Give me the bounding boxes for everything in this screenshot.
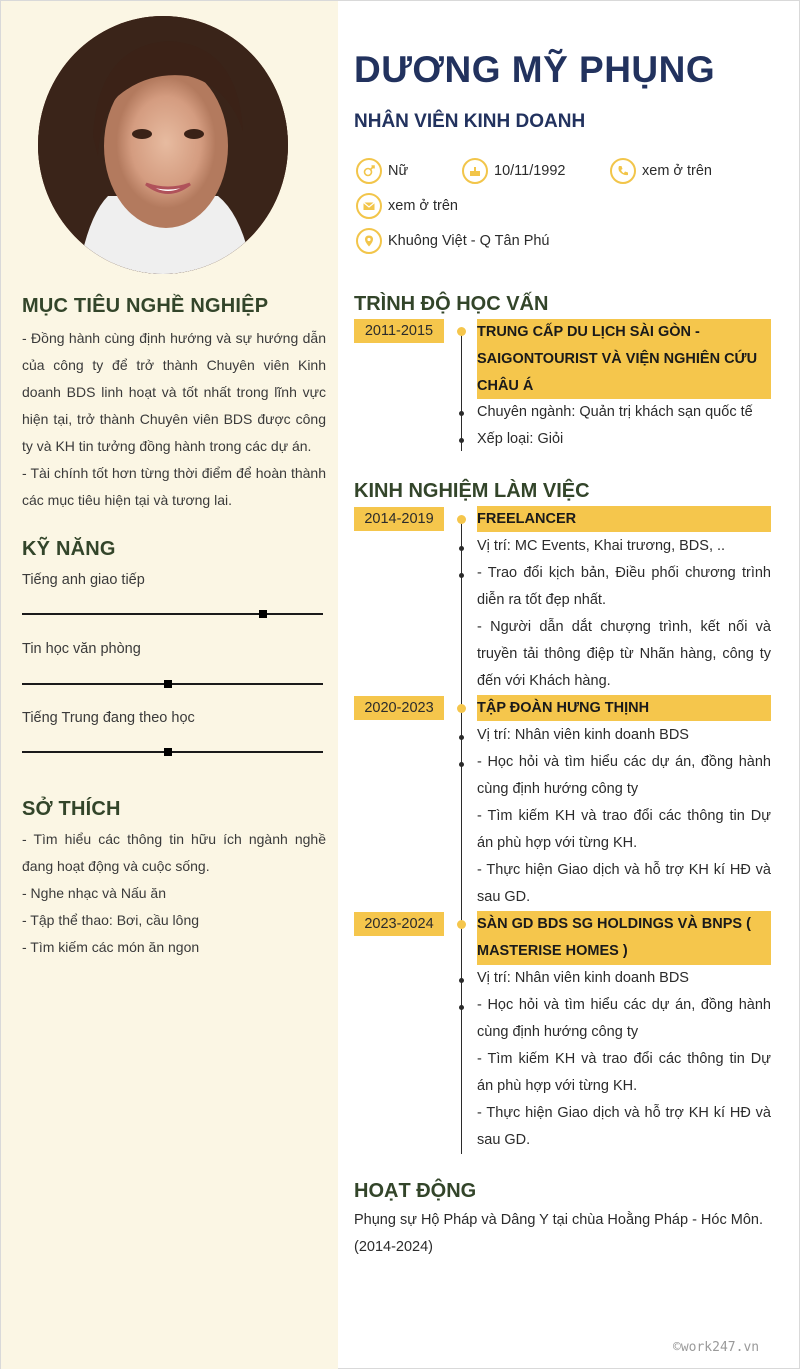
- gender-icon: [356, 158, 382, 184]
- detail-line: Vị trí: MC Events, Khai trương, BDS, ..: [477, 538, 726, 554]
- detail-line: - Tìm kiếm KH và trao đổi các thông tin Dự án phù hợp với từng KH.: [477, 808, 771, 851]
- phone-value: xem ở trên: [642, 163, 712, 179]
- hobbies-heading: SỞ THÍCH: [22, 798, 121, 820]
- detail-line: - Tìm kiếm KH và trao đổi các thông tin Dự án phù hợp với từng KH.: [477, 1051, 771, 1094]
- hobby-item: - Nghe nhạc và Nấu ăn: [22, 885, 166, 901]
- hobby-item: - Tìm kiếm các món ăn ngon: [22, 939, 200, 955]
- activities-heading: HOẠT ĐỘNG: [354, 1180, 477, 1202]
- company-name: FREELANCER: [477, 506, 771, 532]
- detail-line: Chuyên ngành: Quản trị khách sạn quốc tế: [477, 404, 753, 420]
- activities-text: Phụng sự Hộ Pháp và Dâng Y tại chùa Hoằng Pháp - Hóc Môn. (2014-2024): [354, 1212, 763, 1255]
- info-address: [356, 228, 550, 254]
- timeline-dot: [457, 515, 466, 524]
- skill-bar: [22, 751, 323, 753]
- info-email: [356, 193, 458, 219]
- timeline-line: [461, 516, 462, 1154]
- detail-line: - Thực hiện Giao dịch và hỗ trợ KH kí HĐ và sau GD.: [477, 1105, 771, 1148]
- date-badge: 2011-2015: [354, 319, 444, 343]
- skill-level-marker: [164, 748, 172, 756]
- timeline-line: [461, 329, 462, 451]
- job-title: NHÂN VIÊN KINH DOANH: [354, 111, 586, 132]
- hobby-item: - Tìm hiểu các thông tin hữu ích ngành nghề đang hoạt động và cuộc sống.: [22, 831, 326, 874]
- timeline-dot: [457, 704, 466, 713]
- objective-text-2: - Tài chính tốt hơn từng thời điểm để hoàn thành các mục tiêu hiện tại và tương lai.: [22, 465, 326, 508]
- sidebar: [1, 1, 338, 1369]
- mail-icon: [356, 193, 382, 219]
- bullet-dot: [459, 411, 464, 416]
- experience-heading: KINH NGHIỆM LÀM VIỆC: [354, 480, 590, 502]
- date-badge: 2020-2023: [354, 696, 444, 720]
- detail-line: - Người dẫn dắt chượng trình, kết nối và truyền tải thông điệp từ Nhãn hàng, công ty đến với Khách hàng.: [477, 619, 771, 689]
- objective-text-1: - Đồng hành cùng định hướng và sự hướng dẫn của công ty để trở thành Chuyên viên Kinh doanh BDS linh hoạt và tốt nhất trong lĩnh vực hiện tại, trở thành Chuyên viên BDS được công ty và KH tin tưởng đồng hành trong các dự án.: [22, 330, 326, 454]
- detail-line: - Học hỏi và tìm hiểu các dự án, đồng hành cùng định hướng công ty: [477, 997, 771, 1040]
- phone-icon: [610, 158, 636, 184]
- education-heading: TRÌNH ĐỘ HỌC VẤN: [354, 293, 549, 315]
- timeline-dot: [457, 327, 466, 336]
- detail-line: - Học hỏi và tìm hiểu các dự án, đồng hành cùng định hướng công ty: [477, 754, 771, 797]
- portrait-photo: [38, 16, 288, 274]
- birthday-value: 10/11/1992: [494, 163, 566, 179]
- detail-line: Vị trí: Nhân viên kinh doanh BDS: [477, 970, 689, 986]
- skill-bar: [22, 683, 323, 685]
- info-birthday: [462, 158, 566, 184]
- skill-level-marker: [259, 610, 267, 618]
- bullet-dot: [459, 438, 464, 443]
- detail-line: Vị trí: Nhân viên kinh doanh BDS: [477, 727, 689, 743]
- map-pin-icon: [356, 228, 382, 254]
- objective-heading: MỤC TIÊU NGHỀ NGHIỆP: [22, 295, 269, 317]
- skill-bar: [22, 613, 323, 615]
- address-value: Khuông Việt - Q Tân Phú: [388, 233, 550, 249]
- detail-line: - Trao đổi kịch bản, Điều phối chương trình diễn ra tốt đẹp nhất.: [477, 565, 771, 608]
- bullet-dot: [459, 978, 464, 983]
- skills-heading: KỸ NĂNG: [22, 538, 116, 560]
- info-gender: [356, 158, 408, 184]
- detail-line: Xếp loại: Giỏi: [477, 431, 564, 447]
- email-value: xem ở trên: [388, 198, 458, 214]
- skill-label: Tin học văn phòng: [22, 641, 141, 657]
- bullet-dot: [459, 573, 464, 578]
- school-name: TRUNG CẤP DU LỊCH SÀI GÒN - SAIGONTOURIST VÀ VIỆN NGHIÊN CỨU CHÂU Á: [477, 319, 771, 399]
- skill-label: Tiếng anh giao tiếp: [22, 572, 145, 588]
- cake-icon: [462, 158, 488, 184]
- bullet-dot: [459, 546, 464, 551]
- date-badge: 2023-2024: [354, 912, 444, 936]
- bullet-dot: [459, 735, 464, 740]
- hobby-item: - Tập thể thao: Bơi, cầu lông: [22, 912, 200, 928]
- date-badge: 2014-2019: [354, 507, 444, 531]
- avatar: [38, 16, 288, 274]
- gender-value: Nữ: [388, 163, 409, 179]
- detail-line: - Thực hiện Giao dịch và hỗ trợ KH kí HĐ và sau GD.: [477, 862, 771, 905]
- bullet-dot: [459, 1005, 464, 1010]
- info-phone: [610, 158, 712, 184]
- watermark-footer: ©work247.vn: [673, 1340, 760, 1355]
- skill-level-marker: [164, 680, 172, 688]
- timeline-dot: [457, 920, 466, 929]
- skill-label: Tiếng Trung đang theo học: [22, 710, 195, 726]
- company-name: TẬP ĐOÀN HƯNG THỊNH: [477, 695, 771, 721]
- bullet-dot: [459, 762, 464, 767]
- candidate-name: DƯƠNG MỸ PHỤNG: [354, 49, 716, 90]
- main-content: [338, 1, 800, 1369]
- company-name: SÀN GD BDS SG HOLDINGS VÀ BNPS ( MASTERISE HOMES ): [477, 911, 771, 965]
